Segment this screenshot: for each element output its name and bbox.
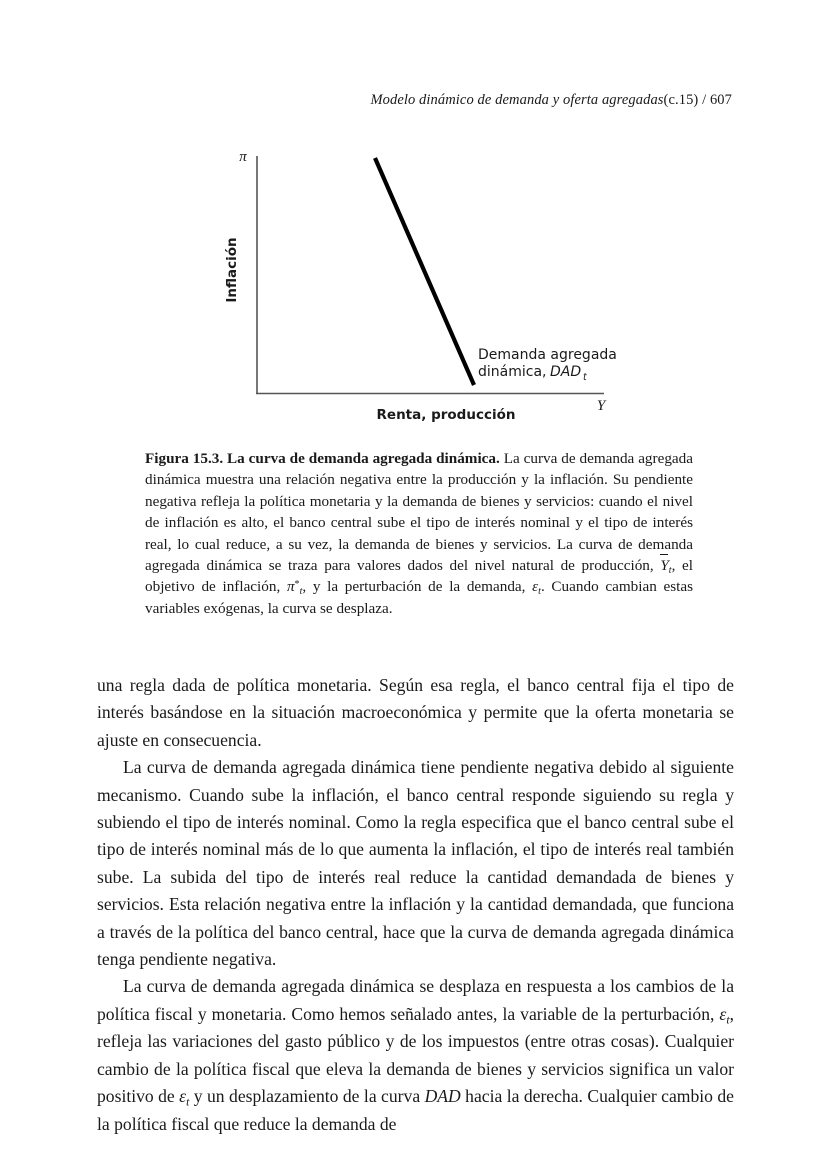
y-axis-symbol: π: [239, 149, 247, 165]
figure-caption-part3: , y la perturbación de la demanda,: [302, 578, 533, 596]
x-axis-symbol: Y: [596, 398, 606, 414]
math-epsilon-3-subscript: t: [186, 1095, 190, 1109]
x-axis-label: Renta, producción: [376, 407, 516, 423]
math-y-bar-subscript: t: [668, 564, 672, 576]
figure-caption-lead: Figura 15.3. La curva de demanda agregada dinámica.: [145, 450, 500, 467]
dad-curve-label-var: DAD: [550, 364, 582, 380]
paragraph-3-part2: , refleja las variaciones del gasto público y de los impuestos (entre otras cosas). Cualquier cambio de la política fiscal que eleva la demanda de bienes y servicios significa un valor positivo de: [97, 1003, 734, 1107]
dad-curve-label-prefix: dinámica,: [478, 364, 547, 380]
paragraph-3: [97, 973, 734, 1137]
running-head-title: Modelo dinámico de demanda y oferta agregadas: [370, 92, 664, 108]
paragraph-3-part3: y un desplazamiento de la curva: [189, 1086, 425, 1107]
math-epsilon-subscript: t: [538, 586, 541, 598]
figure-caption: [145, 448, 693, 619]
figure-15-3: [0, 140, 828, 440]
figure-caption-part4: . Cuando cambian estas variables exógenas, la curva se desplaza.: [145, 578, 693, 617]
body-text: [97, 672, 734, 1138]
dad-curve-label-subscript: t: [583, 372, 587, 383]
dad-curve-label-line1: Demanda agregada: [478, 347, 617, 363]
dad-curve: [375, 158, 474, 385]
dad-curve-label-line2: [478, 364, 588, 383]
figure-caption-part1: La curva de demanda agregada dinámica muestra una relación negativa entre la producción y la inflación. Su pendiente negativa refleja la política monetaria y la demanda de bienes y servicios: cuando el nivel de inflación es alto, el banco central sube el tipo de interés nominal y el tipo de interés real, lo cual reduce, a su vez, la demanda de bienes y servicios. La curva de demanda agregada dinámica se traza para valores dados del nivel natural de producción,: [145, 450, 693, 575]
y-axis-label: Inflación: [224, 237, 240, 303]
math-epsilon-3: ε: [179, 1086, 187, 1107]
math-epsilon-2-subscript: t: [726, 1013, 730, 1027]
paragraph-1: una regla dada de política monetaria. Según esa regla, el banco central fija el tipo de interés basándose en la situación macroeconómica y permite que la oferta monetaria se ajuste en consecuencia.: [97, 675, 734, 750]
math-pi-target: π: [286, 578, 295, 596]
figure-caption-part2: , el objetivo de inflación,: [145, 557, 693, 596]
running-head: [370, 92, 732, 109]
math-pi-subscript: t: [299, 586, 303, 598]
math-y-bar: Y: [660, 555, 668, 576]
math-pi-star: *: [294, 579, 300, 591]
math-epsilon: ε: [532, 578, 539, 596]
paragraph-3-part4: hacia la derecha. Cualquier cambio de la política fiscal que reduce la demanda de: [97, 1086, 734, 1134]
running-head-page: (c.15) / 607: [663, 92, 732, 108]
paragraph-3-part1: La curva de demanda agregada dinámica se desplaza en respuesta a los cambios de la política fiscal y monetaria. Como hemos señalado antes, la variable de la perturbación,: [97, 976, 734, 1024]
math-dad-inline: DAD: [424, 1086, 461, 1107]
paragraph-2: La curva de demanda agregada dinámica tiene pendiente negativa debido al siguiente mecanismo. Cuando sube la inflación, el banco central responde siguiendo su regla y subiendo el tipo de interés nominal. Como la regla especifica que el banco central sube el tipo de interés nominal más de lo que aumenta la inflación, el tipo de interés real también sube. La subida del tipo de interés real reduce la cantidad demandada de bienes y servicios. Esta relación negativa entre la inflación y la cantidad demandada, que funciona a través de la política del banco central, hace que la curva de demanda agregada dinámica tenga pendiente negativa.: [97, 757, 734, 970]
math-epsilon-2: ε: [719, 1003, 727, 1024]
